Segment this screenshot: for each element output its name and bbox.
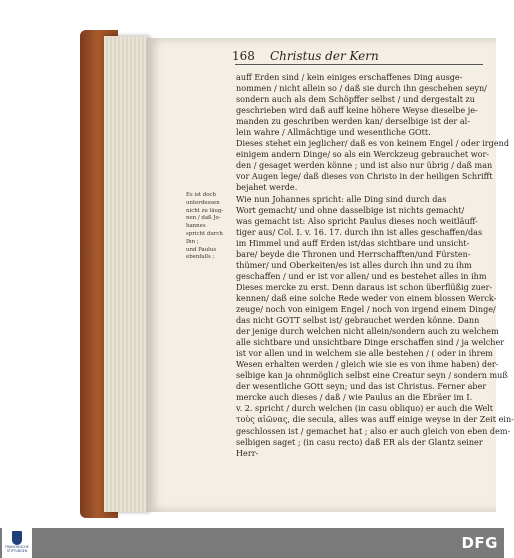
marginal-line: Es ist doch bbox=[186, 192, 216, 198]
text-line: der jenige durch welchen nicht allein/sondern auch zu welchem bbox=[236, 326, 499, 337]
text-line: Herr- bbox=[236, 447, 259, 458]
marginal-line: und Paulus bbox=[186, 246, 217, 253]
text-line: alle sichtbare und unsichtbare Dinge erschaffen sind / ja welcher bbox=[236, 337, 505, 348]
text-line: mercke auch dieses / daß / wie Paulus an die Ebräer im I. bbox=[236, 392, 473, 403]
text-line: Wesen erhalten werden / gleich wie sie es von ihme haben) der- bbox=[236, 359, 499, 370]
page-edges bbox=[104, 36, 148, 512]
viewer-footer bbox=[0, 528, 504, 558]
body-text bbox=[236, 72, 514, 459]
text-line: geschrieben wird daß auff keine höhere Weyse dieselbe je- bbox=[236, 105, 478, 116]
text-line: v. 2. spricht / durch welchen (in casu obliquo) er auch die Welt bbox=[236, 403, 493, 414]
text-line: geschaffen / und er ist vor allen/ und es bestehet alles in ihm bbox=[236, 270, 487, 281]
marginal-note bbox=[186, 192, 234, 262]
marginal-line: ebenfalls ; bbox=[186, 254, 215, 261]
text-line: τοὺς αἰῶνας, die secula, alles was auff einige weyse in der Zeit ein- bbox=[236, 414, 514, 425]
text-line: Dieses mercke zu erst. Denn daraus ist schon überflüßig zuer- bbox=[236, 281, 493, 292]
text-line: den / gesaget werden könne ; und ist also nur übrig / daß man bbox=[236, 160, 493, 171]
crest-icon bbox=[12, 531, 22, 545]
text-line: einigem andern Dinge/ so als ein Werckzeug gebrauchet wor- bbox=[236, 149, 490, 160]
text-line: kennen/ daß eine solche Rede weder von einem blossen Werck- bbox=[236, 292, 497, 303]
text-line: bare/ beyde die Thronen und Herrschafften/und Fürsten- bbox=[236, 248, 471, 259]
text-line: sondern auch als dem Schöpffer selbst / und dergestalt zu bbox=[236, 94, 476, 105]
header-rule bbox=[235, 64, 483, 65]
text-line: geschlossen ist / gemachet hat ; also er auch gleich von eben dem- bbox=[236, 425, 511, 436]
dfg-logo[interactable]: DFG bbox=[461, 534, 498, 552]
text-line: Wie nun Johannes spricht: alle Ding sind durch das bbox=[236, 193, 447, 204]
marginal-line: nen / daß Jo- bbox=[186, 215, 221, 222]
marginal-line: hannes bbox=[186, 223, 206, 230]
running-title: Christus der Kern bbox=[270, 49, 379, 63]
text-line: nommen / nicht allein so / daß sie durch ihn geschehen seyn/ bbox=[236, 83, 487, 94]
text-line: das nicht GOTT selbst ist/ gebrauchet werden könne. Dann bbox=[236, 315, 480, 326]
text-line: Wort gemacht/ und ohne dasselbige ist nichts gemacht/ bbox=[236, 204, 465, 215]
text-line: vor Augen lege/ daß dieses von Christo in der heiligen Schrifft bbox=[236, 171, 493, 182]
marginal-line: spricht durch bbox=[186, 230, 223, 237]
text-line: was gemacht ist: Also spricht Paulus dieses noch weitläuff- bbox=[236, 215, 478, 226]
text-line: Dieses stehet ein jeglicher/ daß es von keinem Engel / oder irgend bbox=[236, 138, 510, 149]
text-line: auff Erden sind / kein einiges erschaffenes Ding ausge- bbox=[236, 72, 463, 82]
text-line: selbigen saget ; (in casu recto) daß ER als der Glantz seiner bbox=[236, 436, 483, 447]
text-line: ist vor allen und in welchem sie alle bestehen / ( oder in ihrem bbox=[236, 348, 493, 359]
text-line: lein wahre / Allmächtige und wesentliche GOtt. bbox=[236, 127, 431, 138]
text-line: bejahet werde. bbox=[236, 182, 298, 193]
text-line: der wesentliche GOtt seyn; und das ist Christus. Ferner aber bbox=[236, 381, 487, 392]
text-line: tiger aus/ Col. I. v. 16. 17. durch ihn ist alles geschaffen/das bbox=[236, 226, 483, 237]
marginal-line: Ihn ; bbox=[186, 238, 199, 245]
text-line: manden zu geschriben werden kan/ derselbige ist der al- bbox=[236, 116, 471, 127]
marginal-line: nicht zu läug- bbox=[186, 207, 224, 214]
text-line: selbige kan ja ohnmöglich selbst eine Creatur seyn / sondern muß bbox=[236, 370, 508, 381]
text-line: thümer/ und Oberkeiten/es ist alles durch ihn und zu ihm bbox=[236, 259, 472, 270]
logo-left-text: FRANCKESCHE STIFTUNGEN bbox=[5, 545, 29, 553]
text-line: im Himmel und auff Erden ist/das sichtbare und unsicht- bbox=[236, 237, 470, 248]
text-line: zeuge/ noch von einigem Engel / noch von irgend einem Dinge/ bbox=[236, 303, 496, 314]
franckesche-stiftungen-logo[interactable] bbox=[2, 528, 32, 558]
page-number: 168 bbox=[232, 49, 255, 63]
marginal-line: unterdessen bbox=[186, 199, 220, 206]
